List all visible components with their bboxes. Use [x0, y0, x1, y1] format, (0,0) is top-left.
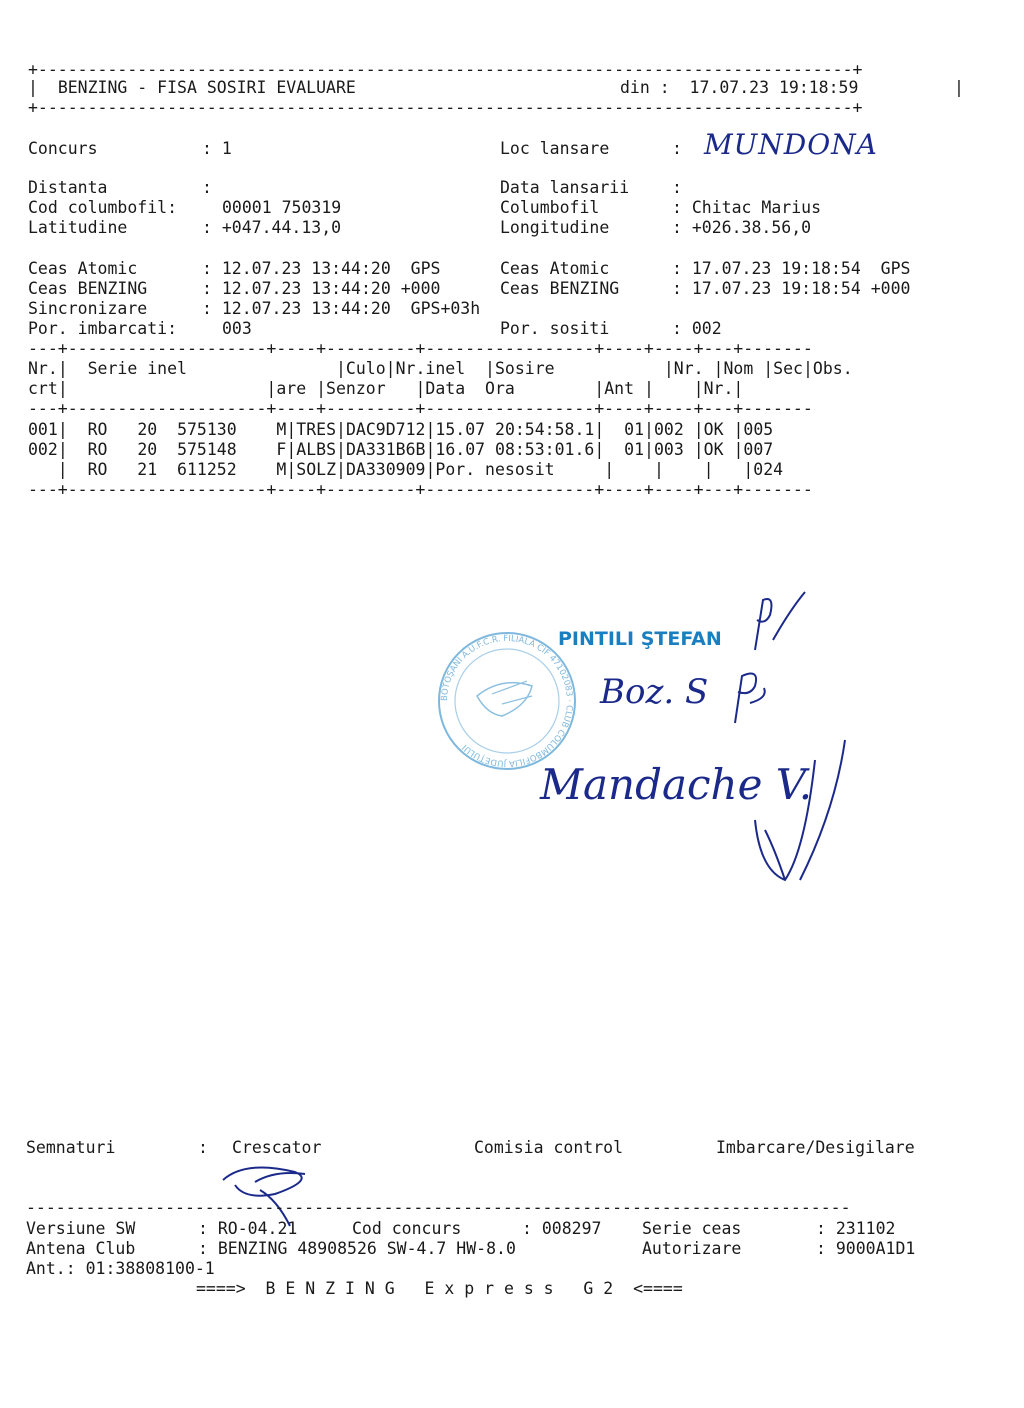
- handwritten-name-1: Boz. S: [600, 672, 709, 712]
- clock-right-1-label: Ceas BENZING: [500, 279, 620, 298]
- cod-columbofil-value: 00001 750319: [222, 198, 342, 217]
- brand-line: ====> B E N Z I N G E x p r e s s G 2 <====: [196, 1279, 683, 1298]
- crescator-label: Crescator: [232, 1138, 322, 1157]
- clock-left-0-label: Ceas Atomic: [28, 259, 138, 278]
- clock-left-0-value: : 12.07.23 13:44:20 GPS: [202, 259, 441, 278]
- latitudine-value: : +047.44.13,0: [202, 218, 342, 237]
- autorizare-label: Autorizare: [642, 1239, 742, 1258]
- imbarcati-value: 003: [222, 319, 252, 338]
- longitudine-label: Longitudine: [500, 218, 610, 237]
- table-header-row-2: crt| |are |Senzor |Data Ora |Ant | |Nr.|: [28, 379, 744, 398]
- header-row: | BENZING - FISA SOSIRI EVALUARE: [28, 78, 356, 97]
- table-row: 002| RO 20 575148 F|ALBS|DA331B6B|16.07 08:53:01.6| 01|003 |OK |007: [28, 440, 774, 459]
- autorizare-value: : 9000A1D1: [816, 1239, 916, 1258]
- data-lansarii-value: :: [672, 178, 692, 197]
- header-border-top: +----------------------------------------------------------------------------------+: [28, 60, 863, 79]
- table-row: | RO 21 611252 M|SOLZ|DA330909|Por. nesosit | | | |024: [28, 460, 784, 479]
- stamp-ring-text: BOTOŞANI A.U.F.C.R. FILIALA CIF 47102083 · CLUB COLUMBOFILIA JUDEȚULUI: [439, 633, 575, 769]
- clock-left-2-value: : 12.07.23 13:44:20 GPS+03h: [202, 299, 481, 318]
- cod-columbofil-label: Cod columbofil:: [28, 198, 178, 217]
- footer-dashes: -----------------------------------------------------------------------------------: [26, 1198, 851, 1217]
- cod-concurs-label: Cod concurs: [352, 1219, 462, 1238]
- signature-scribble-2: [720, 668, 780, 728]
- serie-ceas-value: : 231102: [816, 1219, 896, 1238]
- document-title: BENZING - FISA SOSIRI EVALUARE: [57, 78, 356, 97]
- clock-left-2-label: Sincronizare: [28, 299, 148, 318]
- cod-concurs-value: : 008297: [522, 1219, 602, 1238]
- header-border-bottom: +----------------------------------------------------------------------------------+: [28, 98, 863, 117]
- serie-ceas-label: Serie ceas: [642, 1219, 742, 1238]
- columbofil-label: Columbofil: [500, 198, 600, 217]
- table-separator-mid: ---+--------------------+----+---------+-----------------+----+----+---+-------: [28, 399, 813, 418]
- loc-lansare-handwritten: MUNDONA: [704, 128, 878, 161]
- header-date: din : 17.07.23 19:18:59: [620, 78, 859, 97]
- clock-left-1-value: : 12.07.23 13:44:20 +000: [202, 279, 441, 298]
- comisia-control-label: Comisia control: [474, 1138, 624, 1157]
- sositi-label: Por. sositi: [500, 319, 610, 338]
- sositi-value: : 002: [672, 319, 722, 338]
- longitudine-value: : +026.38.56,0: [672, 218, 812, 237]
- table-separator-bottom: ---+--------------------+----+---------+-----------------+----+----+---+-------: [28, 480, 813, 499]
- loc-lansare-label: Loc lansare: [500, 139, 610, 158]
- antenna-id: Ant.: 01:38808100-1: [26, 1259, 215, 1278]
- clock-right-1-value: : 17.07.23 19:18:54 +000: [672, 279, 911, 298]
- signature-scribble-3: [745, 730, 855, 890]
- concurs-row: Concurs: [28, 139, 98, 158]
- data-lansarii-label: Data lansarii: [500, 178, 630, 197]
- distanta-label: Distanta: [28, 178, 108, 197]
- clock-right-0-label: Ceas Atomic: [500, 259, 610, 278]
- columbofil-value: : Chitac Marius: [672, 198, 822, 217]
- loc-lansare-colon: :: [672, 139, 682, 158]
- latitudine-label: Latitudine: [28, 218, 128, 237]
- semnaturi-colon: :: [198, 1138, 208, 1157]
- table-row: 001| RO 20 575130 M|TRES|DAC9D712|15.07 20:54:58.1| 01|002 |OK |005: [28, 420, 774, 439]
- handwritten-name-2: Mandache V.: [540, 760, 813, 809]
- distanta-value: :: [202, 178, 222, 197]
- table-separator-top: ---+--------------------+----+---------+-----------------+----+----+---+-------: [28, 339, 813, 358]
- table-header-row-1: Nr.| Serie inel |Culo|Nr.inel |Sosire |Nr. |Nom |Sec|Obs.: [28, 359, 853, 378]
- versiune-label: Versiune SW: [26, 1219, 136, 1238]
- versiune-value: : RO-04.21: [198, 1219, 298, 1238]
- imbarcare-label: Imbarcare/Desigilare: [716, 1138, 915, 1157]
- signature-scribble-1: [745, 590, 815, 660]
- stamp-name: PINTILI ŞTEFAN: [558, 628, 722, 650]
- antena-label: Antena Club: [26, 1239, 136, 1258]
- antena-value: : BENZING 48908526 SW-4.7 HW-8.0: [198, 1239, 516, 1258]
- concurs-value: : 1: [202, 139, 232, 158]
- clock-left-1-label: Ceas BENZING: [28, 279, 148, 298]
- clock-right-0-value: : 17.07.23 19:18:54 GPS: [672, 259, 911, 278]
- imbarcati-label: Por. imbarcati:: [28, 319, 178, 338]
- header-border-right: |: [954, 78, 964, 97]
- semnaturi-label: Semnaturi: [26, 1138, 116, 1157]
- svg-text:BOTOŞANI A.U.F.C.R. FILIALA CI: [440, 634, 574, 768]
